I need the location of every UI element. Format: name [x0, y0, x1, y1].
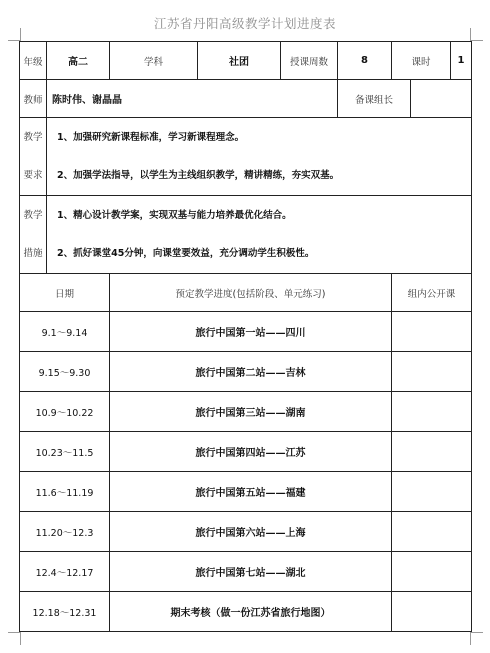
- hours-value: 1: [451, 42, 472, 80]
- open-class-header: 组内公开课: [392, 274, 472, 312]
- schedule-progress: 旅行中国第六站——上海: [110, 512, 392, 552]
- hours-label: 课时: [392, 42, 451, 80]
- info-row-2: [20, 80, 472, 118]
- schedule-open-class: [392, 592, 472, 632]
- subject-value: 社团: [198, 42, 281, 80]
- schedule-progress: 旅行中国第七站——湖北: [110, 552, 392, 592]
- weekly-label: 授课周数: [281, 42, 338, 80]
- schedule-row: [20, 392, 472, 432]
- schedule-open-class: [392, 552, 472, 592]
- schedule-open-class: [392, 512, 472, 552]
- subject-label: 学科: [110, 42, 198, 80]
- requirement-item-1: 1、加强研究新课程标准，学习新课程理念。: [57, 131, 245, 143]
- schedule-date: 12.18～12.31: [20, 592, 110, 632]
- schedule-progress: 旅行中国第一站——四川: [110, 312, 392, 352]
- schedule-row: [20, 312, 472, 352]
- schedule-date: 12.4～12.17: [20, 552, 110, 592]
- teacher-value: 陈时伟、谢晶晶: [47, 80, 338, 118]
- corner-mark-bottom-right: [470, 632, 483, 645]
- measures-row: [20, 196, 472, 274]
- progress-header: 预定教学进度(包括阶段、单元练习): [110, 274, 392, 312]
- schedule-date: 10.9～10.22: [20, 392, 110, 432]
- grade-label: 年级: [20, 42, 47, 80]
- requirements-label-bottom: 要求: [23, 169, 43, 181]
- schedule-row: [20, 432, 472, 472]
- teacher-label: 教师: [20, 80, 47, 118]
- schedule-row: [20, 512, 472, 552]
- measures-label: [20, 196, 47, 274]
- measure-item-1: 1、精心设计教学案，实现双基与能力培养最优化结合。: [57, 209, 292, 221]
- schedule-progress: 旅行中国第五站——福建: [110, 472, 392, 512]
- schedule-progress: 旅行中国第三站——湖南: [110, 392, 392, 432]
- schedule-progress: 期末考核（做一份江苏省旅行地图）: [110, 592, 392, 632]
- corner-mark-bottom-left: [8, 632, 21, 645]
- schedule-date: 11.20～12.3: [20, 512, 110, 552]
- requirements-label-top: 教学: [23, 131, 43, 143]
- group-leader-value: [411, 80, 472, 118]
- requirements-label: [20, 118, 47, 196]
- schedule-date: 9.15～9.30: [20, 352, 110, 392]
- measure-item-2: 2、抓好课堂45分钟，向课堂要效益，充分调动学生积极性。: [57, 247, 315, 259]
- schedule-header-row: [20, 274, 472, 312]
- plan-table: [19, 41, 472, 632]
- schedule-date: 10.23～11.5: [20, 432, 110, 472]
- schedule-open-class: [392, 472, 472, 512]
- measures-label-bottom: 措施: [23, 247, 43, 259]
- requirements-content: [47, 118, 472, 196]
- requirements-row: [20, 118, 472, 196]
- schedule-row: [20, 352, 472, 392]
- measures-label-top: 教学: [23, 209, 43, 221]
- schedule-date: 11.6～11.19: [20, 472, 110, 512]
- schedule-open-class: [392, 352, 472, 392]
- schedule-date: 9.1～9.14: [20, 312, 110, 352]
- schedule-progress: 旅行中国第二站——吉林: [110, 352, 392, 392]
- schedule-row: [20, 552, 472, 592]
- schedule-progress: 旅行中国第四站——江苏: [110, 432, 392, 472]
- page-title: 江苏省丹阳高级教学计划进度表: [153, 16, 336, 31]
- schedule-open-class: [392, 392, 472, 432]
- weekly-value: 8: [338, 42, 392, 80]
- measures-content: [47, 196, 472, 274]
- group-leader-label: 备课组长: [338, 80, 411, 118]
- schedule-open-class: [392, 312, 472, 352]
- schedule-row: [20, 592, 472, 632]
- schedule-row: [20, 472, 472, 512]
- requirement-item-2: 2、加强学法指导，以学生为主线组织教学，精讲精练，夯实双基。: [57, 169, 340, 181]
- date-header: 日期: [20, 274, 110, 312]
- grade-value: 高二: [47, 42, 110, 80]
- info-row-1: [20, 42, 472, 80]
- schedule-open-class: [392, 432, 472, 472]
